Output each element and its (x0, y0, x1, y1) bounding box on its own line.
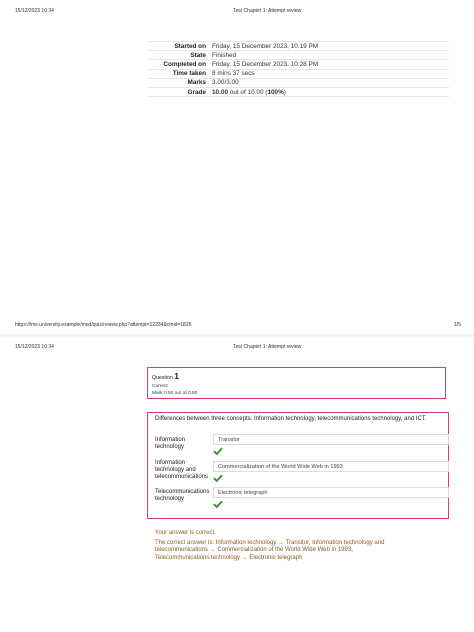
summary-label: State (190, 51, 206, 59)
question-info-box (147, 367, 446, 399)
question-status: Correct (152, 383, 168, 389)
match-row-label: Telecommunications technology (155, 489, 210, 503)
summary-value: Finished (212, 51, 237, 59)
summary-value: Friday, 15 December 2023, 10:28 PM (212, 60, 319, 68)
summary-value: 8 mins 37 secs (212, 70, 255, 78)
print-page-2 (0, 337, 474, 632)
attempt-summary-table (148, 41, 449, 97)
match-answer-select[interactable]: Commercialization of the World Wide Web in 1993 (213, 461, 449, 472)
feedback-right-answer: The correct answer is: Information technology → Transitor, Information technology and telecommunications → Commercialization of the World Wide Web in 1993, Telecommunications technology → Electronic telegraph (155, 540, 385, 561)
question-number-value: 1 (174, 371, 179, 381)
summary-label: Marks (187, 79, 206, 87)
match-answer-select[interactable]: Electronic telegraph (213, 487, 449, 498)
summary-label: Completed on (163, 60, 206, 68)
summary-value: 3.00/3.00 (212, 79, 239, 87)
match-answer-select[interactable]: Transitor (213, 434, 449, 445)
summary-row (148, 60, 449, 69)
summary-row (148, 78, 449, 87)
question-number (152, 371, 441, 381)
feedback-correct-message: Your answer is correct. (155, 530, 216, 536)
print-datetime: 15/12/2023 10:34 (15, 8, 54, 14)
correct-check-icon (213, 500, 223, 508)
match-row-label: Information technology (155, 437, 186, 451)
question-prefix: Question (152, 375, 173, 381)
match-row-label: Information technology and telecommunications (155, 460, 209, 481)
grade-percent: 100% (267, 88, 284, 96)
grade-value (211, 87, 449, 96)
print-doc-title: Test Chapter 1: Attempt review (233, 8, 302, 14)
summary-row-grade (148, 87, 449, 96)
grade-score: 10.00 (212, 88, 228, 96)
summary-label: Time taken (172, 70, 206, 78)
print-datetime: 15/12/2023 10:34 (15, 344, 54, 350)
summary-row (148, 42, 449, 51)
correct-check-icon (213, 474, 223, 482)
grade-close: ) (283, 88, 286, 96)
question-content-box (147, 412, 449, 519)
print-url[interactable]: https://lms.university.example/mod/quiz/review.php?attempt=12234&cmid=1826 (15, 322, 192, 328)
print-doc-title: Test Chapter 1: Attempt review (233, 344, 302, 350)
correct-check-icon (213, 447, 223, 455)
question-mark: Mark 0.50 out of 0.50 (152, 391, 198, 396)
summary-row (148, 69, 449, 78)
summary-value: Friday, 15 December 2023, 10:19 PM (212, 42, 319, 50)
summary-label: Started on (174, 42, 206, 50)
grade-label: Grade (187, 88, 206, 96)
summary-row (148, 51, 449, 60)
question-text: Differences between three concepts: Information technology, telecommunications technology, and ICT. (155, 416, 427, 422)
grade-out-of: out of 10.00 ( (228, 88, 268, 96)
print-page-number: 1/5 (454, 322, 461, 328)
